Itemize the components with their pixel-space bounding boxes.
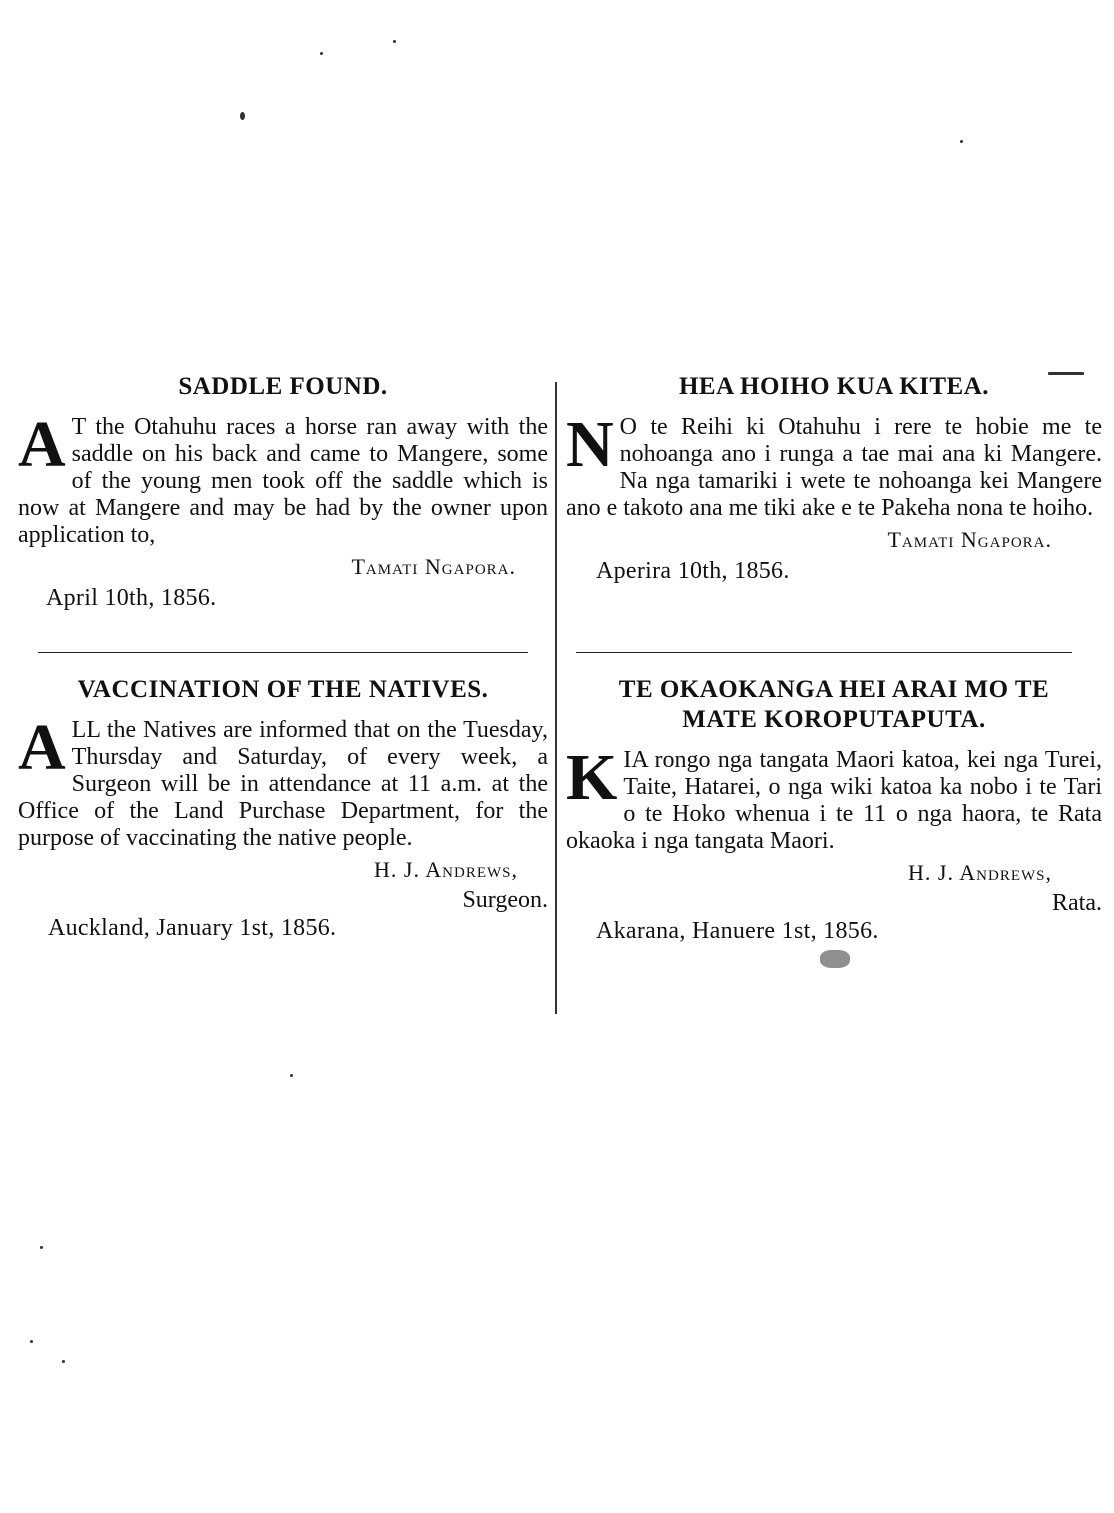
notice-title: VACCINATION OF THE NATIVES. (77, 676, 489, 703)
drop-cap: A (18, 711, 66, 784)
maori-column (566, 372, 1102, 945)
scan-speck (30, 1340, 33, 1343)
scan-speck (960, 140, 963, 143)
scan-speck (1048, 372, 1084, 375)
notice-text: the Natives are informed that on the Tuesday, Thursday and Saturday, of every week, a Surgeon will be in attendance at 11 a.m. at the Office of the Land Purchase Department, for the purpose of vaccinating the native people. (18, 717, 548, 851)
signature-role: Surgeon. (462, 887, 548, 913)
dateline: April 10th, 1856. (46, 585, 217, 611)
signature: Tamati Ngapora. (351, 554, 516, 579)
scan-speck (320, 52, 323, 55)
notice-body (18, 408, 548, 549)
scan-speck (240, 112, 245, 120)
lead-word: T (71, 414, 86, 440)
notice-saddle-found (18, 372, 548, 652)
signature: Tamati Ngapora. (887, 527, 1052, 552)
notice-title: SADDLE FOUND. (178, 373, 388, 400)
drop-cap: A (18, 408, 66, 481)
signature: H. J. Andrews, (374, 857, 518, 882)
lead-word: LL (71, 717, 101, 743)
notice-body (18, 711, 548, 852)
notice-separator (576, 652, 1072, 653)
ink-smudge (820, 950, 850, 968)
scan-speck (40, 1246, 43, 1249)
notice-title: TE OKAOKANGA HEI ARAI MO TE MATE KOROPUTAPUTA. (618, 676, 1050, 733)
scan-speck (393, 40, 396, 43)
notice-body (566, 741, 1102, 855)
signature-role: Rata. (1052, 890, 1102, 916)
signature: H. J. Andrews, (908, 860, 1052, 885)
notice-hea-hoiho (566, 372, 1102, 652)
notice-title: HEA HOIHO KUA KITEA. (678, 373, 990, 400)
scan-speck (62, 1360, 65, 1363)
notice-text: te Reihi ki Otahuhu i rere te hobie me te nohoanga ano i runga a tae mai ana ki Mangere. Na nga tamariki i wete te nohoanga kei Mangere ano e takoto ana me tiki ake e te Pakeha nona te hoiho. (566, 414, 1102, 521)
english-column (18, 372, 548, 942)
notice-body (566, 408, 1102, 522)
notice-text: rongo nga tangata Maori katoa, kei nga Turei, Taite, Hatarei, o nga wiki katoa ka nobo i te Tari o te Hoko whenua i te 11 o nga haora, te Rata okaoka i nga tangata Maori. (566, 747, 1102, 854)
column-divider (555, 382, 557, 1014)
notice-okaokanga (566, 675, 1102, 945)
dateline: Aperira 10th, 1856. (596, 558, 790, 584)
scan-speck (290, 1074, 293, 1077)
notice-text: the Otahuhu races a horse ran away with the saddle on his back and came to Mangere, some of the young men took off the saddle which is now at Mangere and may be had by the owner upon application to, (18, 414, 548, 548)
drop-cap: N (566, 408, 614, 481)
dateline: Akarana, Hanuere 1st, 1856. (596, 918, 879, 944)
notice-separator (38, 652, 528, 653)
drop-cap: K (566, 741, 618, 814)
lead-word: O (619, 414, 638, 440)
notice-vaccination (18, 675, 548, 942)
lead-word: IA (623, 747, 648, 773)
dateline: Auckland, January 1st, 1856. (48, 915, 337, 941)
